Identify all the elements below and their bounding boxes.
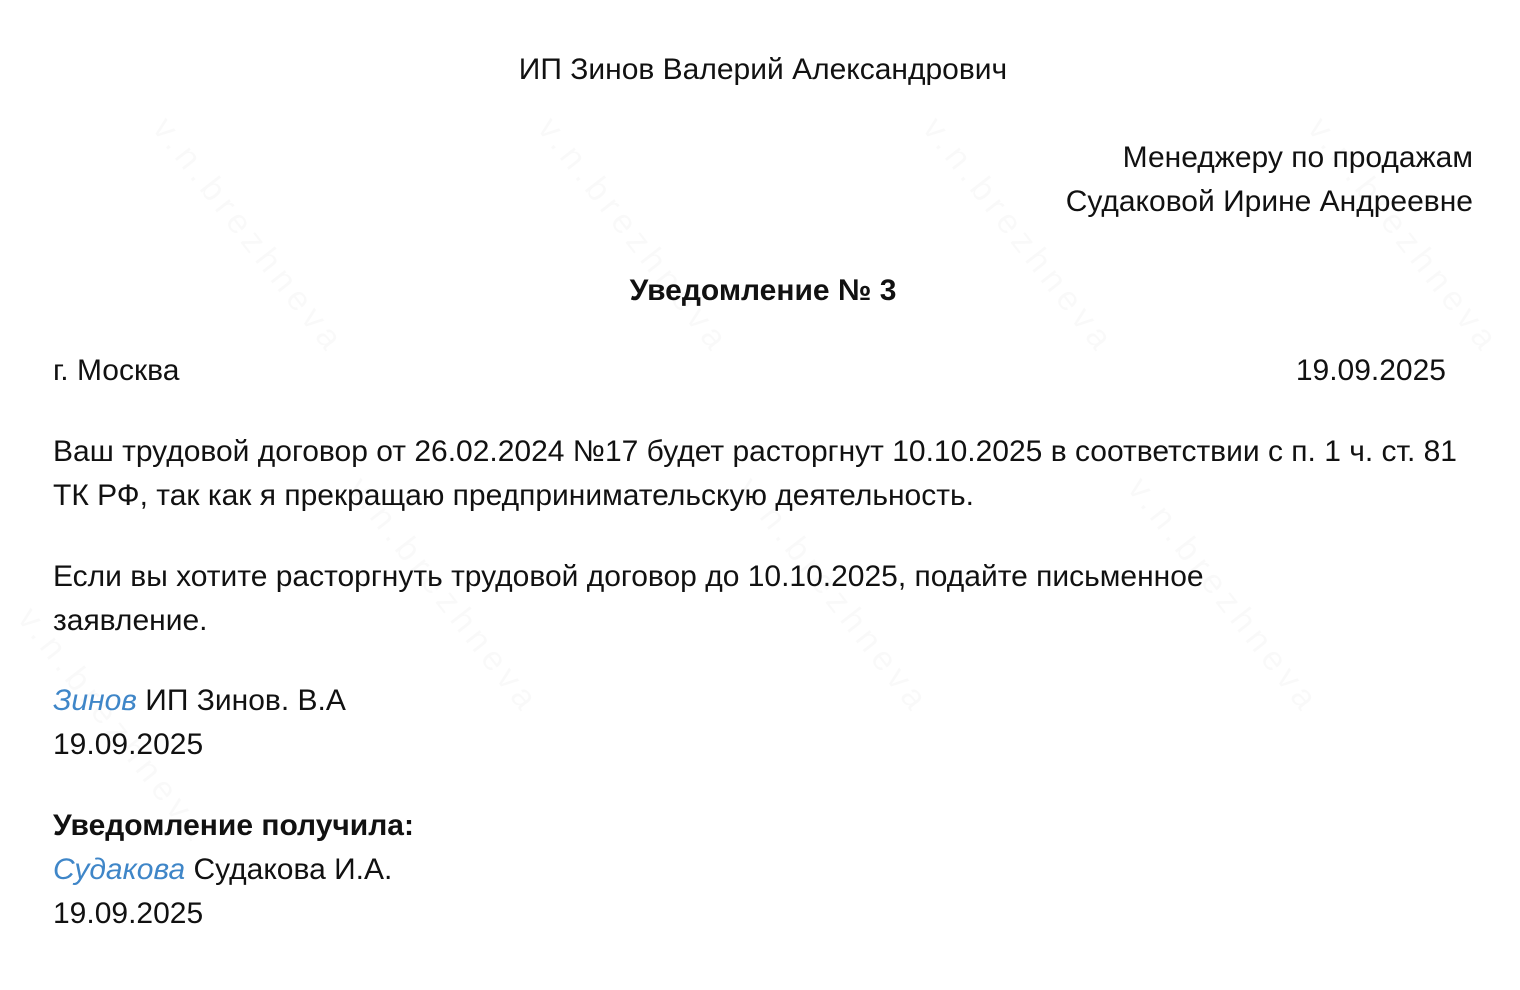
body-paragraph-2: Если вы хотите расторгнуть трудовой договор до 10.10.2025, подайте письменное заявление. [53,560,1204,637]
recipient-name: Судаковой Ирине Андреевне [1065,185,1473,218]
acknowledgement-label: Уведомление получила: [53,809,414,842]
city: г. Москва [53,354,180,387]
issuer-header: ИП Зинов Валерий Александрович [518,53,1008,86]
employee-signature: Судакова [53,853,186,886]
employee-signature-date: 19.09.2025 [53,897,204,930]
recipient-position: Менеджеру по продажам [1122,141,1473,174]
body-paragraph-1: Ваш трудовой договор от 26.02.2024 №17 будет расторгнут 10.10.2025 в соответствии с п. 1 ч. ст. 81 ТК РФ, так как я прекращаю предпринимательскую деятельность. [53,435,1457,512]
document-date: 19.09.2025 [1295,354,1446,387]
employer-signature-line [53,679,346,723]
employee-name: Судакова И.А. [193,853,393,886]
employer-signature-date: 19.09.2025 [53,728,204,761]
employer-name: ИП Зинов. В.А [145,684,346,717]
document-title: Уведомление № 3 [629,274,897,307]
employee-signature-line [53,848,392,892]
employer-signature: Зинов [53,684,137,717]
